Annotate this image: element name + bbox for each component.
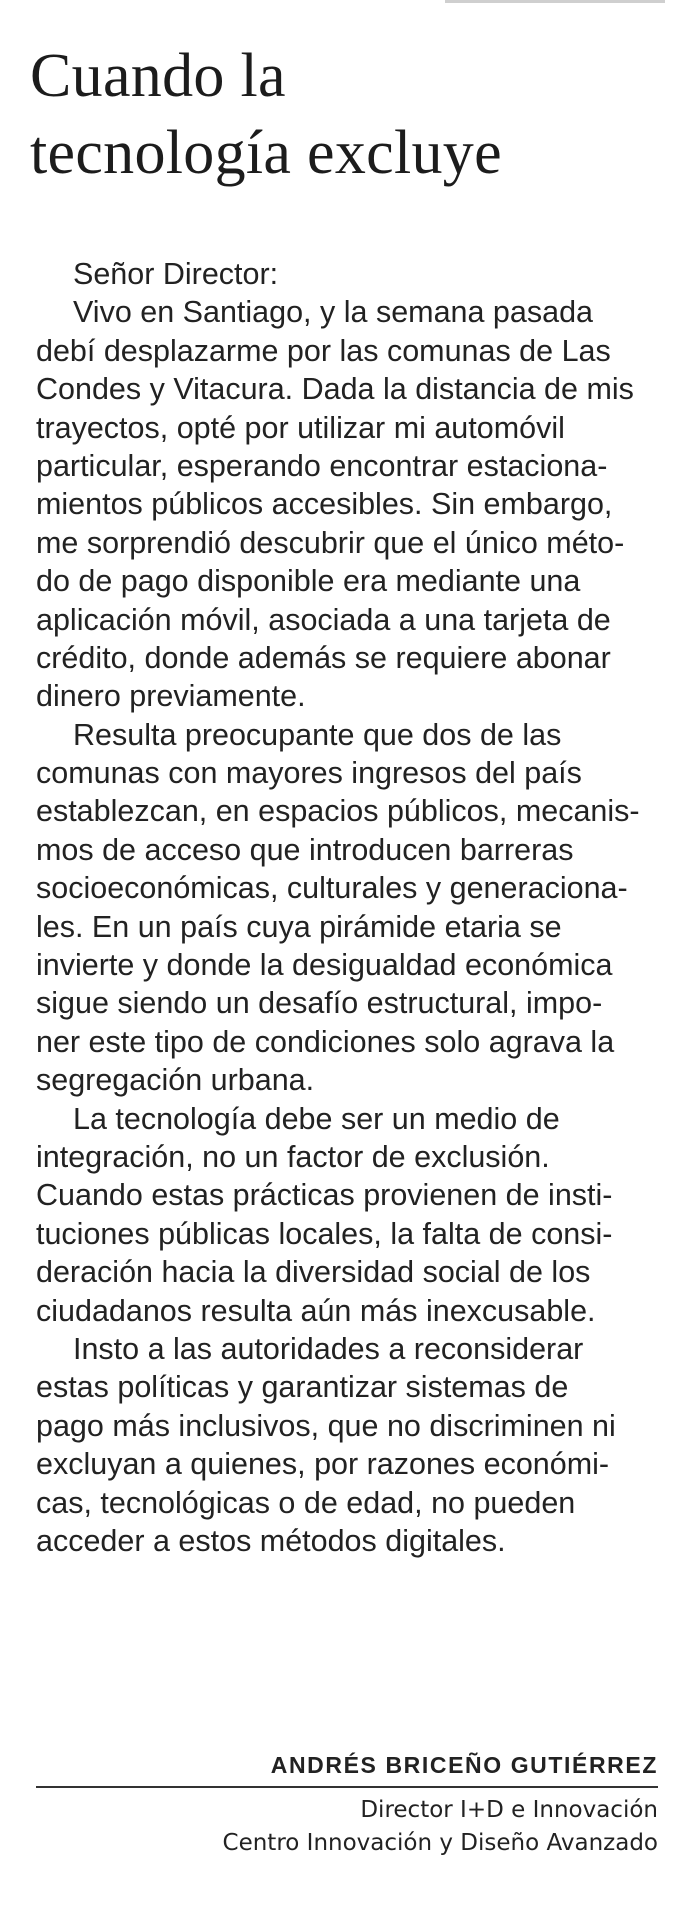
paragraph-3-line: tuciones públicas locales, la falta de consi- <box>36 1216 613 1251</box>
author-organization: Centro Innovación y Diseño Avanzado <box>222 1830 658 1856</box>
paragraph-1-line: debí desplazarme por las comunas de Las <box>36 333 611 368</box>
signature-block <box>36 1750 658 1860</box>
headline <box>30 38 680 192</box>
paragraph-2-line: sigue siendo un desafío estructural, impo- <box>36 986 603 1021</box>
paragraph-2-line: establezcan, en espacios públicos, mecanis- <box>36 794 640 829</box>
paragraph-2-line: comunas con mayores ingresos del país <box>36 756 582 791</box>
paragraph-3-line: La tecnología debe ser un medio de <box>73 1101 560 1136</box>
paragraph-2-line: mos de acceso que introducen barreras <box>36 832 574 867</box>
top-rule <box>445 0 665 3</box>
paragraph-4-line: Insto a las autoridades a reconsiderar <box>73 1331 584 1366</box>
paragraph-4-line: excluyan a quienes, por razones económi- <box>36 1447 610 1482</box>
author-name: ANDRÉS BRICEÑO GUTIÉRREZ <box>36 1750 658 1788</box>
paragraph-3-line: Cuando estas prácticas provienen de insti- <box>36 1178 613 1213</box>
paragraph-3-line: ciudadanos resulta aún más inexcusable. <box>36 1293 596 1328</box>
paragraph-4-line: estas políticas y garantizar sistemas de <box>36 1370 569 1405</box>
paragraph-2-line: ner este tipo de condiciones solo agrava la <box>36 1024 615 1059</box>
salutation: Señor Director: <box>73 257 279 291</box>
headline-line-1: Cuando la <box>30 42 286 110</box>
paragraph-2-line: segregación urbana. <box>36 1063 315 1098</box>
paragraph-2-line: les. En un país cuya pirámide etaria se <box>36 909 562 944</box>
paragraph-1-line: dinero previamente. <box>36 679 306 714</box>
paragraph-1-line: do de pago disponible era mediante una <box>36 564 581 599</box>
paragraph-3-line: deración hacia la diversidad social de los <box>36 1255 591 1290</box>
paragraph-1-line: Vivo en Santiago, y la semana pasada <box>73 295 593 330</box>
paragraph-4-line: pago más inclusivos, que no discriminen ni <box>36 1408 616 1443</box>
paragraph-1-line: trayectos, opté por utilizar mi automóvil <box>36 410 565 445</box>
paragraph-4-line: cas, tecnológicas o de edad, no pueden <box>36 1485 576 1520</box>
paragraph-1-line: mientos públicos accesibles. Sin embargo, <box>36 487 613 522</box>
paragraph-2-line: Resulta preocupante que dos de las <box>73 717 562 752</box>
paragraph-1-line: crédito, donde además se requiere abonar <box>36 640 611 675</box>
author-title: Director I+D e Innovación <box>360 1797 658 1823</box>
paragraph-2-line: invierte y donde la desigualdad económica <box>36 948 613 983</box>
paragraph-1-line: particular, esperando encontrar estaciona- <box>36 448 608 483</box>
paragraph-1-line: Condes y Vitacura. Dada la distancia de mis <box>36 372 634 407</box>
paragraph-4-line: acceder a estos métodos digitales. <box>36 1523 506 1558</box>
paragraph-1-line: aplicación móvil, asociada a una tarjeta de <box>36 602 611 637</box>
paragraph-1-line: me sorprendió descubrir que el único méto- <box>36 525 625 560</box>
paragraph-3-line: integración, no un factor de exclusión. <box>36 1139 550 1174</box>
paragraph-2-line: socioeconómicas, culturales y generaciona- <box>36 871 628 906</box>
headline-line-2: tecnología excluye <box>30 119 502 187</box>
letter-body <box>36 255 666 1560</box>
